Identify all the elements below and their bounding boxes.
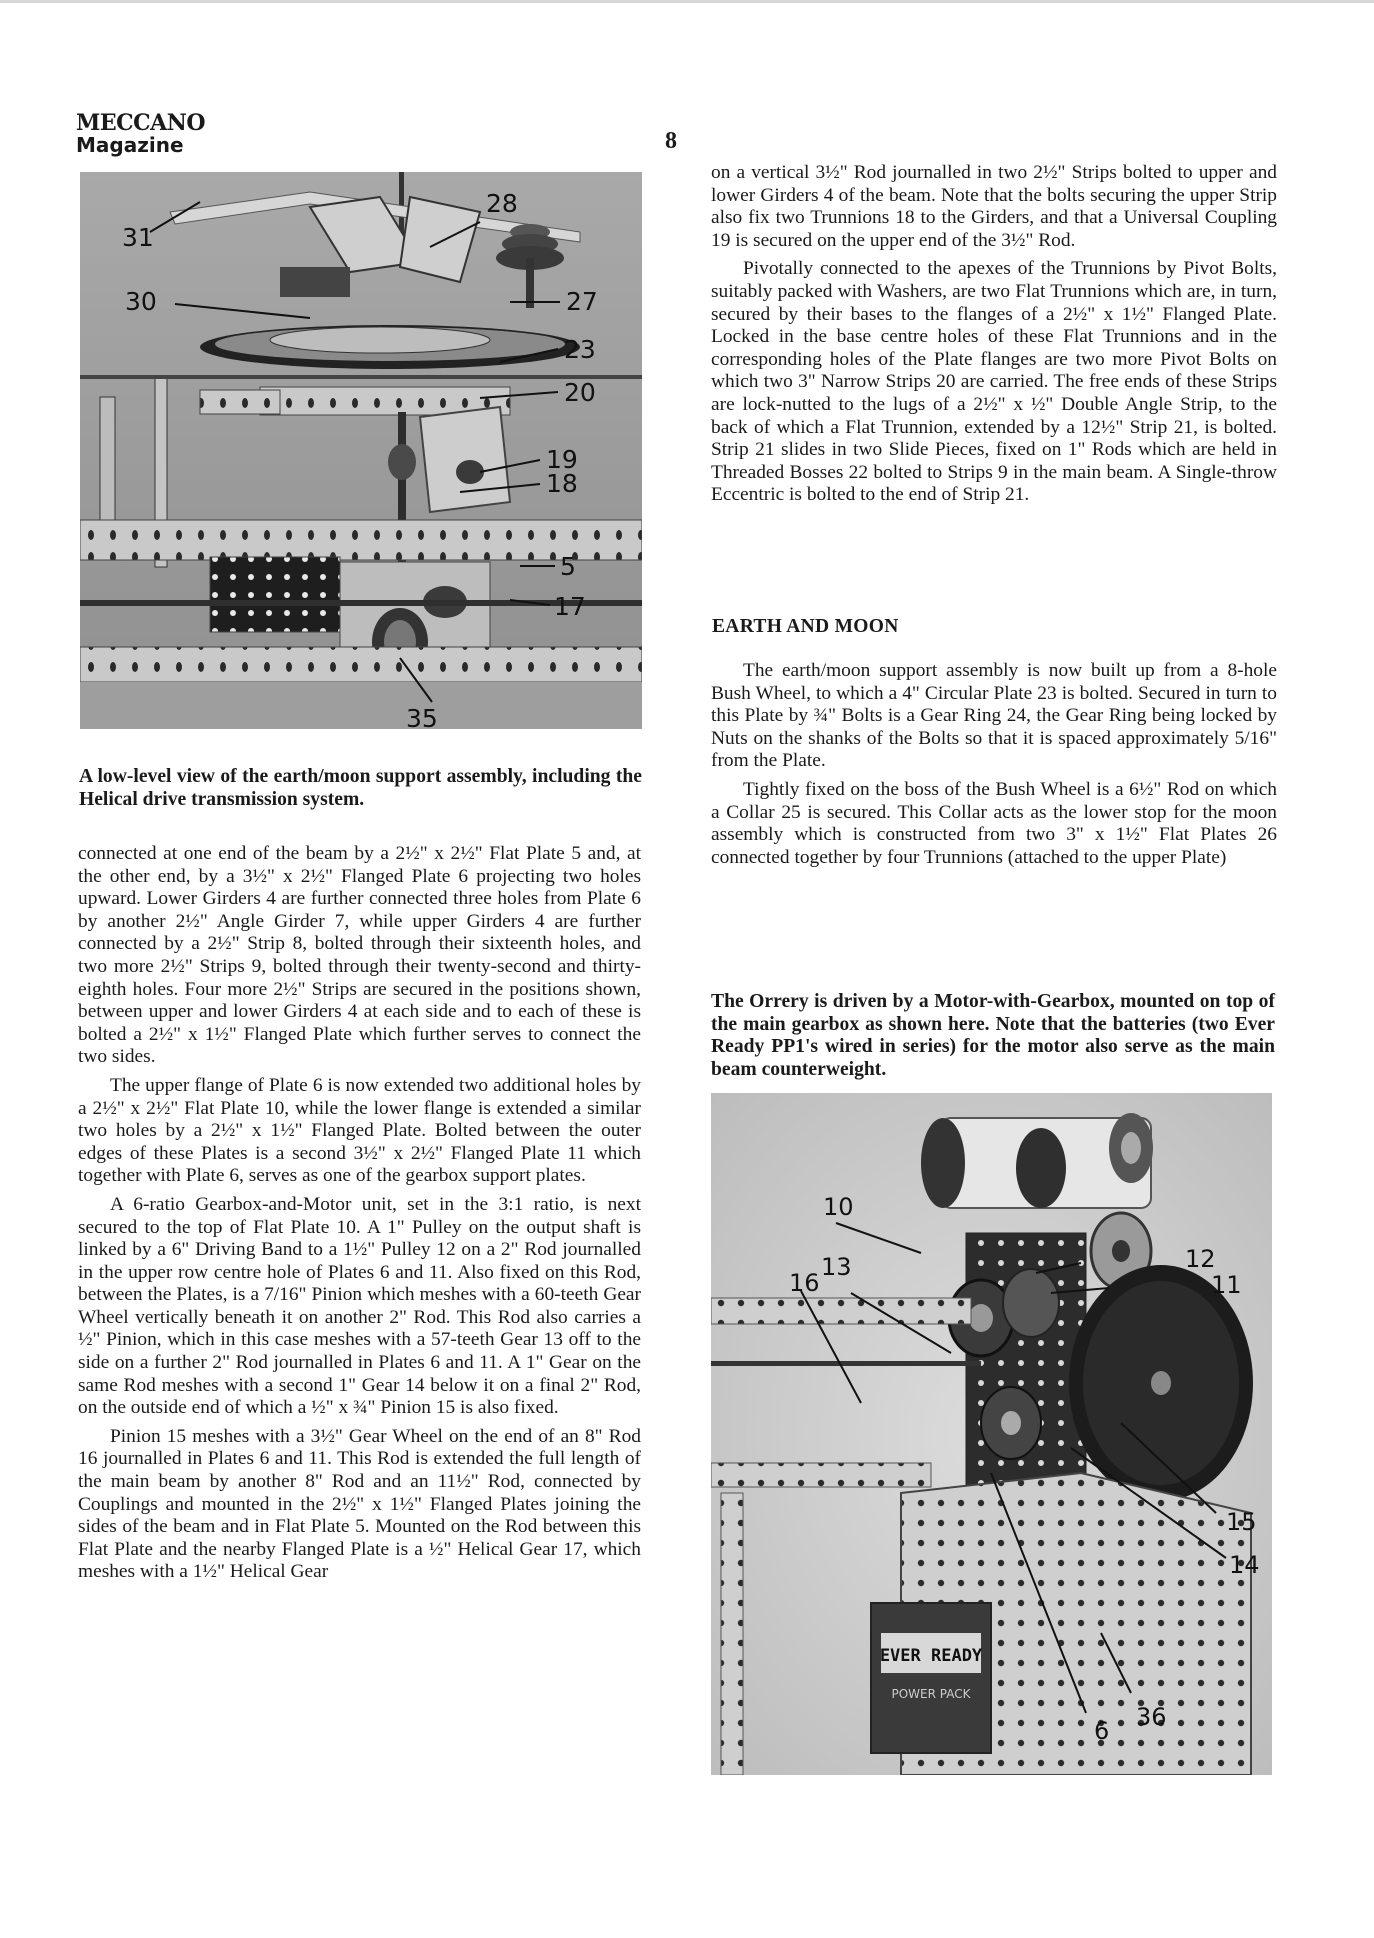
right-paragraph-2: Pivotally connected to the apexes of the Trunnions by Pivot Bolts, suitably packed with Washers, are two Flat Trunnions which are, in turn, secured by their bases to the flanges of a 2½" x 1½" Flanged Plate. Locked in the base centre holes of these Flat Trunnions and in the corresponding holes of the Plate flanges are two more Pivot Bolts on which two 3" Narrow Strips 20 are carried. The free ends of these Strips are lock-nutted to the lugs of a 2½" x ½" Double Angle Strip, to the back of which a Flat Trunnion, extended by a 12½" Strip 21, is bolted. Strip 21 slides in two Slide Pieces, fixed on 1" Rods which are held in Threaded Bosses 22 bolted to Strips 9 in the main beam. A Single-throw Eccentric is bolted to the end of Strip 21. (711, 258, 1277, 506)
fig2-label-16: 16 (789, 1269, 820, 1297)
figure-motor-gearbox-photo (711, 1093, 1272, 1775)
right-column-text-top (711, 162, 1277, 513)
fig1-label-17: 17 (554, 592, 586, 621)
fig2-label-6: 6 (1094, 1717, 1110, 1745)
fig1-label-35: 35 (406, 704, 438, 729)
right-paragraph-4: Tightly fixed on the boss of the Bush Wheel is a 6½" Rod on which a Collar 25 is secured. This Collar acts as the lower stop for the moon assembly which is constructed from two 3" x 1½" Flat Plates 26 connected together by four Trunnions (attached to the upper Plate) (711, 778, 1277, 868)
left-column-text (78, 843, 641, 1590)
fig1-label-20: 20 (564, 378, 596, 407)
fig1-label-19: 19 (546, 445, 578, 474)
fig1-label-5: 5 (560, 552, 576, 581)
figure2-caption: The Orrery is driven by a Motor-with-Gearbox, mounted on top of the main gearbox as shown here. Note that the batteries (two Ever Ready PP1's wired in series) for the motor also serve as the main beam counterweight. (711, 991, 1275, 1080)
left-paragraph-4: Pinion 15 meshes with a 3½" Gear Wheel on the end of an 8" Rod 16 journalled in Plates 6 and 11. This Rod is extended the full length of the main beam by another 8" Rod and an 11½" Rod, connected by Couplings and mounted in the 2½" x 1½" Flanged Plates joining the sides of the beam and in Flat Plate 5. Mounted on the Rod between this Flat Plate and the nearby Flanged Plate is a ½" Helical Gear 17, which meshes with a 1½" Helical Gear (78, 1425, 641, 1583)
left-paragraph-1: connected at one end of the beam by a 2½" x 2½" Flat Plate 5 and, at the other end, by a 3½" x 2½" Flanged Plate 6 projecting two holes upward. Lower Girders 4 are further connected three holes from Plate 6 by another 2½" Angle Girder 7, while upper Girders 4 are further connected by a 2½" Strip 8, bolted through their sixteenth holes, and two more 2½" Strips 9, bolted through their twenty-second and thirty-eighth holes. Four more 2½" Strips are secured in the positions shown, between upper and lower Girders 4 at each side and to each of these is bolted a 2½" x 1½" Flanged Plate which further serves to connect the two sides. (78, 843, 641, 1068)
fig2-label-14: 14 (1229, 1551, 1260, 1579)
fig1-label-27: 27 (566, 287, 598, 316)
left-paragraph-2: The upper flange of Plate 6 is now extended two additional holes by a 2½" x 2½" Flat Plate 10, while the lower flange is extended a similar two holes by a 2½" x 1½" Flanged Plate. Bolted between the outer edges of these Plates is a second 3½" x 2½" Flanged Plate 11 which together with Plate 6, serves as one of the gearbox support plates. (78, 1074, 641, 1187)
top-rule (0, 0, 1374, 3)
fig2-label-10: 10 (823, 1193, 854, 1221)
fig2-label-15: 15 (1226, 1508, 1257, 1536)
fig2-label-13: 13 (821, 1253, 852, 1281)
fig2-label-36: 36 (1136, 1703, 1167, 1731)
right-paragraph-3: The earth/moon support assembly is now built up from a 8-hole Bush Wheel, to which a 4" Circular Plate 23 is bolted. Secured in turn to this Plate by ¾" Bolts is a Gear Ring 24, the Gear Ring being locked by Nuts on the shanks of the Bolts so that it is spaced approximately 5/16" from the Plate. (711, 660, 1277, 772)
left-paragraph-3: A 6-ratio Gearbox-and-Motor unit, set in the 3:1 ratio, is next secured to the top of Flat Plate 10. A 1" Pulley on the output shaft is linked by a 6" Driving Band to a 1½" Pulley 12 on a 2" Rod journalled in the upper row centre hole of Plates 6 and 11. Also fixed on this Rod, between the Plates, is a 7/16" Pinion which meshes with a 60-teeth Gear Wheel vertically beneath it on another 2" Rod. This Rod also carries a ½" Pinion, which in this case meshes with a 57-teeth Gear 13 off to the side on a further 2" Rod journalled in Plates 6 and 11. A 1" Gear on the same Rod meshes with a second 1" Gear 14 below it on a final 2" Rod, on the outside end of which a ½" x ¾" Pinion 15 is also fixed. (78, 1193, 641, 1419)
battery-sublabel: POWER PACK (891, 1687, 971, 1701)
fig1-label-31: 31 (122, 223, 154, 252)
section-heading: EARTH AND MOON (712, 616, 899, 637)
figure-earth-moon-support-photo (80, 172, 642, 729)
right-column-text-bottom (711, 660, 1277, 875)
masthead (76, 112, 205, 155)
fig1-label-30: 30 (125, 287, 157, 316)
fig2-label-12: 12 (1185, 1245, 1216, 1273)
masthead-title: MECCANO (76, 110, 205, 136)
right-paragraph-1: on a vertical 3½" Rod journalled in two 2½" Strips bolted to upper and lower Girders 4 of the beam. Note that the bolts securing the upper Strip also fix two Trunnions 18 to the Girders, and that a Universal Coupling 19 is secured on the upper end of the 3½" Rod. (711, 162, 1277, 251)
page-number: 8 (665, 128, 677, 154)
fig2-label-11: 11 (1211, 1271, 1242, 1299)
fig1-label-28: 28 (486, 189, 518, 218)
figure1-caption: A low-level view of the earth/moon support assembly, including the Helical drive transmission system. (79, 766, 642, 810)
fig1-label-18: 18 (546, 469, 578, 498)
battery-label: EVER READY (879, 1646, 983, 1666)
masthead-subtitle: Magazine (76, 133, 184, 157)
fig1-label-23: 23 (564, 335, 596, 364)
